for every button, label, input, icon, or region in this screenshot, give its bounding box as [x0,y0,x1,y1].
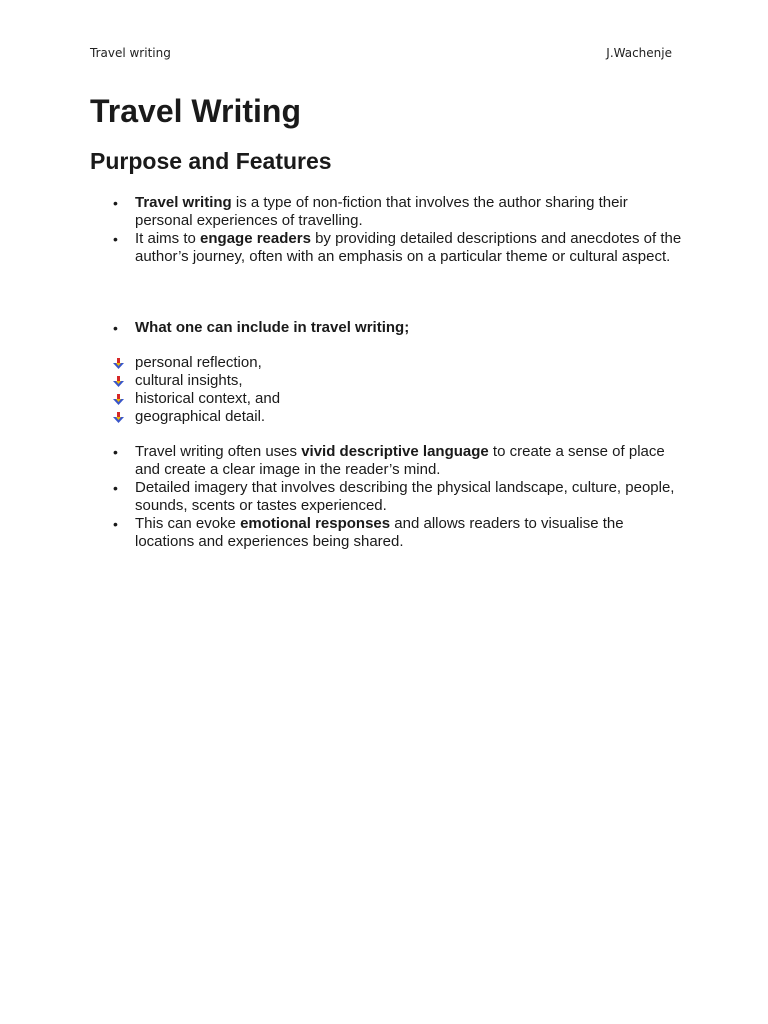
include-heading: What one can include in travel writing; [135,319,410,336]
bullet-icon: • [113,516,118,532]
item-text: personal reflection, [135,354,262,371]
bullet-icon: • [113,195,118,211]
item-text: Travel writing often uses [135,443,302,460]
section-heading: Purpose and Features [90,148,332,174]
item-text: and allows readers to visualise the locations and experiences being shared. [135,515,624,550]
bold-term: vivid descriptive language [301,443,489,460]
bold-term: Travel writing [135,194,232,211]
document-title: Travel Writing [90,93,302,129]
item-text: geographical detail. [135,408,266,425]
item-text: It aims to [135,230,201,247]
item-text: by providing detailed descriptions and anecdotes of the author’s journey, often with an emphasis on a particular theme or cultural aspect. [135,230,682,265]
list-item [90,408,682,426]
arrow-bullet-icon [113,376,124,387]
list-item [90,230,682,266]
arrow-bullet-icon [113,412,124,423]
list-item [90,390,682,408]
bullet-icon: • [113,480,118,496]
list-item [90,515,682,551]
list-item [90,354,682,372]
bold-term: emotional responses [240,515,391,532]
language-list [90,443,682,551]
list-item [90,443,682,479]
item-text: Detailed imagery that involves describing the physical landscape, culture, people, sounds, scents or tastes experienced. [135,479,675,514]
item-text: cultural insights, [135,372,243,389]
header-author: J.Wachenje [606,46,672,60]
include-heading-list [90,319,682,337]
list-item [90,479,682,515]
include-items-list [90,354,682,426]
item-text: historical context, and [135,390,281,407]
arrow-bullet-icon [113,358,124,369]
item-text: to create a sense of place and create a clear image in the reader’s mind. [135,443,665,478]
list-item [90,194,682,230]
document-body [90,92,682,551]
bullet-icon: • [113,444,118,460]
page-header [90,46,672,60]
item-text: This can evoke [135,515,241,532]
bullet-icon: • [113,231,118,247]
list-item [90,372,682,390]
header-left: Travel writing [90,46,171,60]
item-text: is a type of non-fiction that involves the author sharing their personal experiences of travelling. [135,194,628,229]
arrow-bullet-icon [113,394,124,405]
bullet-icon: • [113,320,118,336]
bold-term: engage readers [200,230,311,247]
intro-list [90,194,682,266]
list-item [90,319,682,337]
